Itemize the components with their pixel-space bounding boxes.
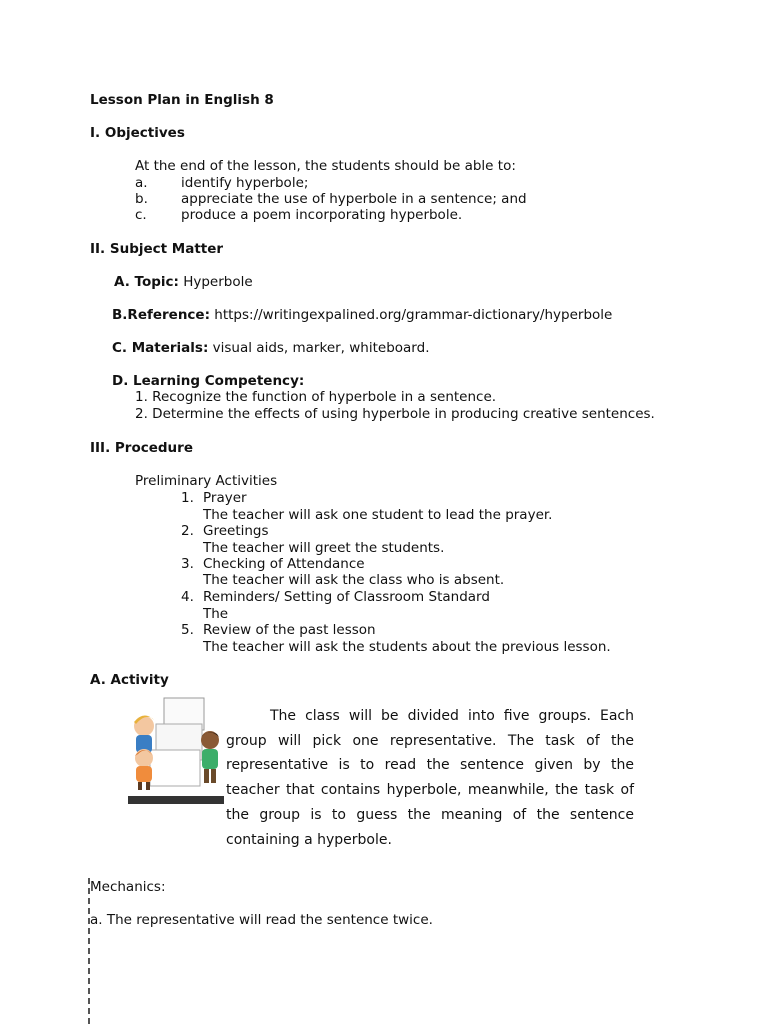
procedure-desc: The teacher will ask one student to lead the prayer.	[203, 507, 553, 523]
procedure-number: 5.	[181, 622, 194, 638]
procedure-title: Review of the past lesson	[203, 622, 376, 638]
reference-line	[112, 307, 612, 324]
objective-item: produce a poem incorporating hyperbole.	[181, 207, 463, 223]
procedure-number: 4.	[181, 589, 194, 605]
materials-label: C. Materials:	[112, 340, 209, 356]
objective-marker: c.	[135, 207, 147, 223]
procedure-desc: The teacher will ask the class who is absent.	[203, 572, 505, 588]
procedure-title: Prayer	[203, 490, 247, 506]
procedure-desc: The teacher will greet the students.	[203, 540, 445, 556]
procedure-number: 1.	[181, 490, 194, 506]
objective-marker: a.	[135, 175, 148, 191]
mechanics-label: Mechanics:	[90, 879, 166, 895]
objectives-intro: At the end of the lesson, the students should be able to:	[135, 158, 516, 174]
objective-item: identify hyperbole;	[181, 175, 309, 191]
preliminary-label: Preliminary Activities	[135, 473, 278, 489]
objectives-heading: I. Objectives	[90, 125, 185, 141]
materials-line	[112, 340, 429, 357]
activity-heading: A. Activity	[90, 672, 169, 688]
procedure-title: Reminders/ Setting of Classroom Standard	[203, 589, 490, 605]
topic-line	[114, 274, 253, 291]
document-title: Lesson Plan in English 8	[90, 92, 274, 108]
page-margin-dashed-line	[88, 878, 90, 1024]
activity-paragraph	[226, 704, 634, 852]
mechanics-item: a. The representative will read the sentence twice.	[90, 912, 433, 928]
reference-link: https://writingexpalined.org/grammar-dictionary/hyperbole	[214, 307, 613, 323]
procedure-desc: The	[203, 606, 229, 622]
materials-value: visual aids, marker, whiteboard.	[212, 340, 430, 356]
subject-matter-heading: II. Subject Matter	[90, 241, 224, 257]
objective-marker: b.	[135, 191, 148, 207]
procedure-number: 2.	[181, 523, 194, 539]
objective-item: appreciate the use of hyperbole in a sentence; and	[181, 191, 527, 207]
procedure-title: Checking of Attendance	[203, 556, 365, 572]
competency-item: 2. Determine the effects of using hyperbole in producing creative sentences.	[135, 406, 655, 422]
procedure-number: 3.	[181, 556, 194, 572]
kids-holding-board-illustration	[126, 694, 226, 806]
procedure-desc: The teacher will ask the students about the previous lesson.	[203, 639, 611, 655]
competency-label: D. Learning Competency:	[112, 373, 305, 389]
procedure-heading: III. Procedure	[90, 440, 193, 456]
topic-value: Hyperbole	[183, 274, 253, 290]
topic-label: A. Topic:	[114, 274, 179, 290]
competency-item: 1. Recognize the function of hyperbole in a sentence.	[135, 389, 497, 405]
activity-paragraph-text: The class will be divided into five groups. Each group will pick one representative. The task of the representative is to read the sentence given by the teacher that contains hyperbole, meanwhile, the task of the group is to guess the meaning of the sentence containing a hyperbole.	[226, 708, 634, 848]
reference-label: B.Reference:	[112, 307, 210, 323]
procedure-title: Greetings	[203, 523, 269, 539]
